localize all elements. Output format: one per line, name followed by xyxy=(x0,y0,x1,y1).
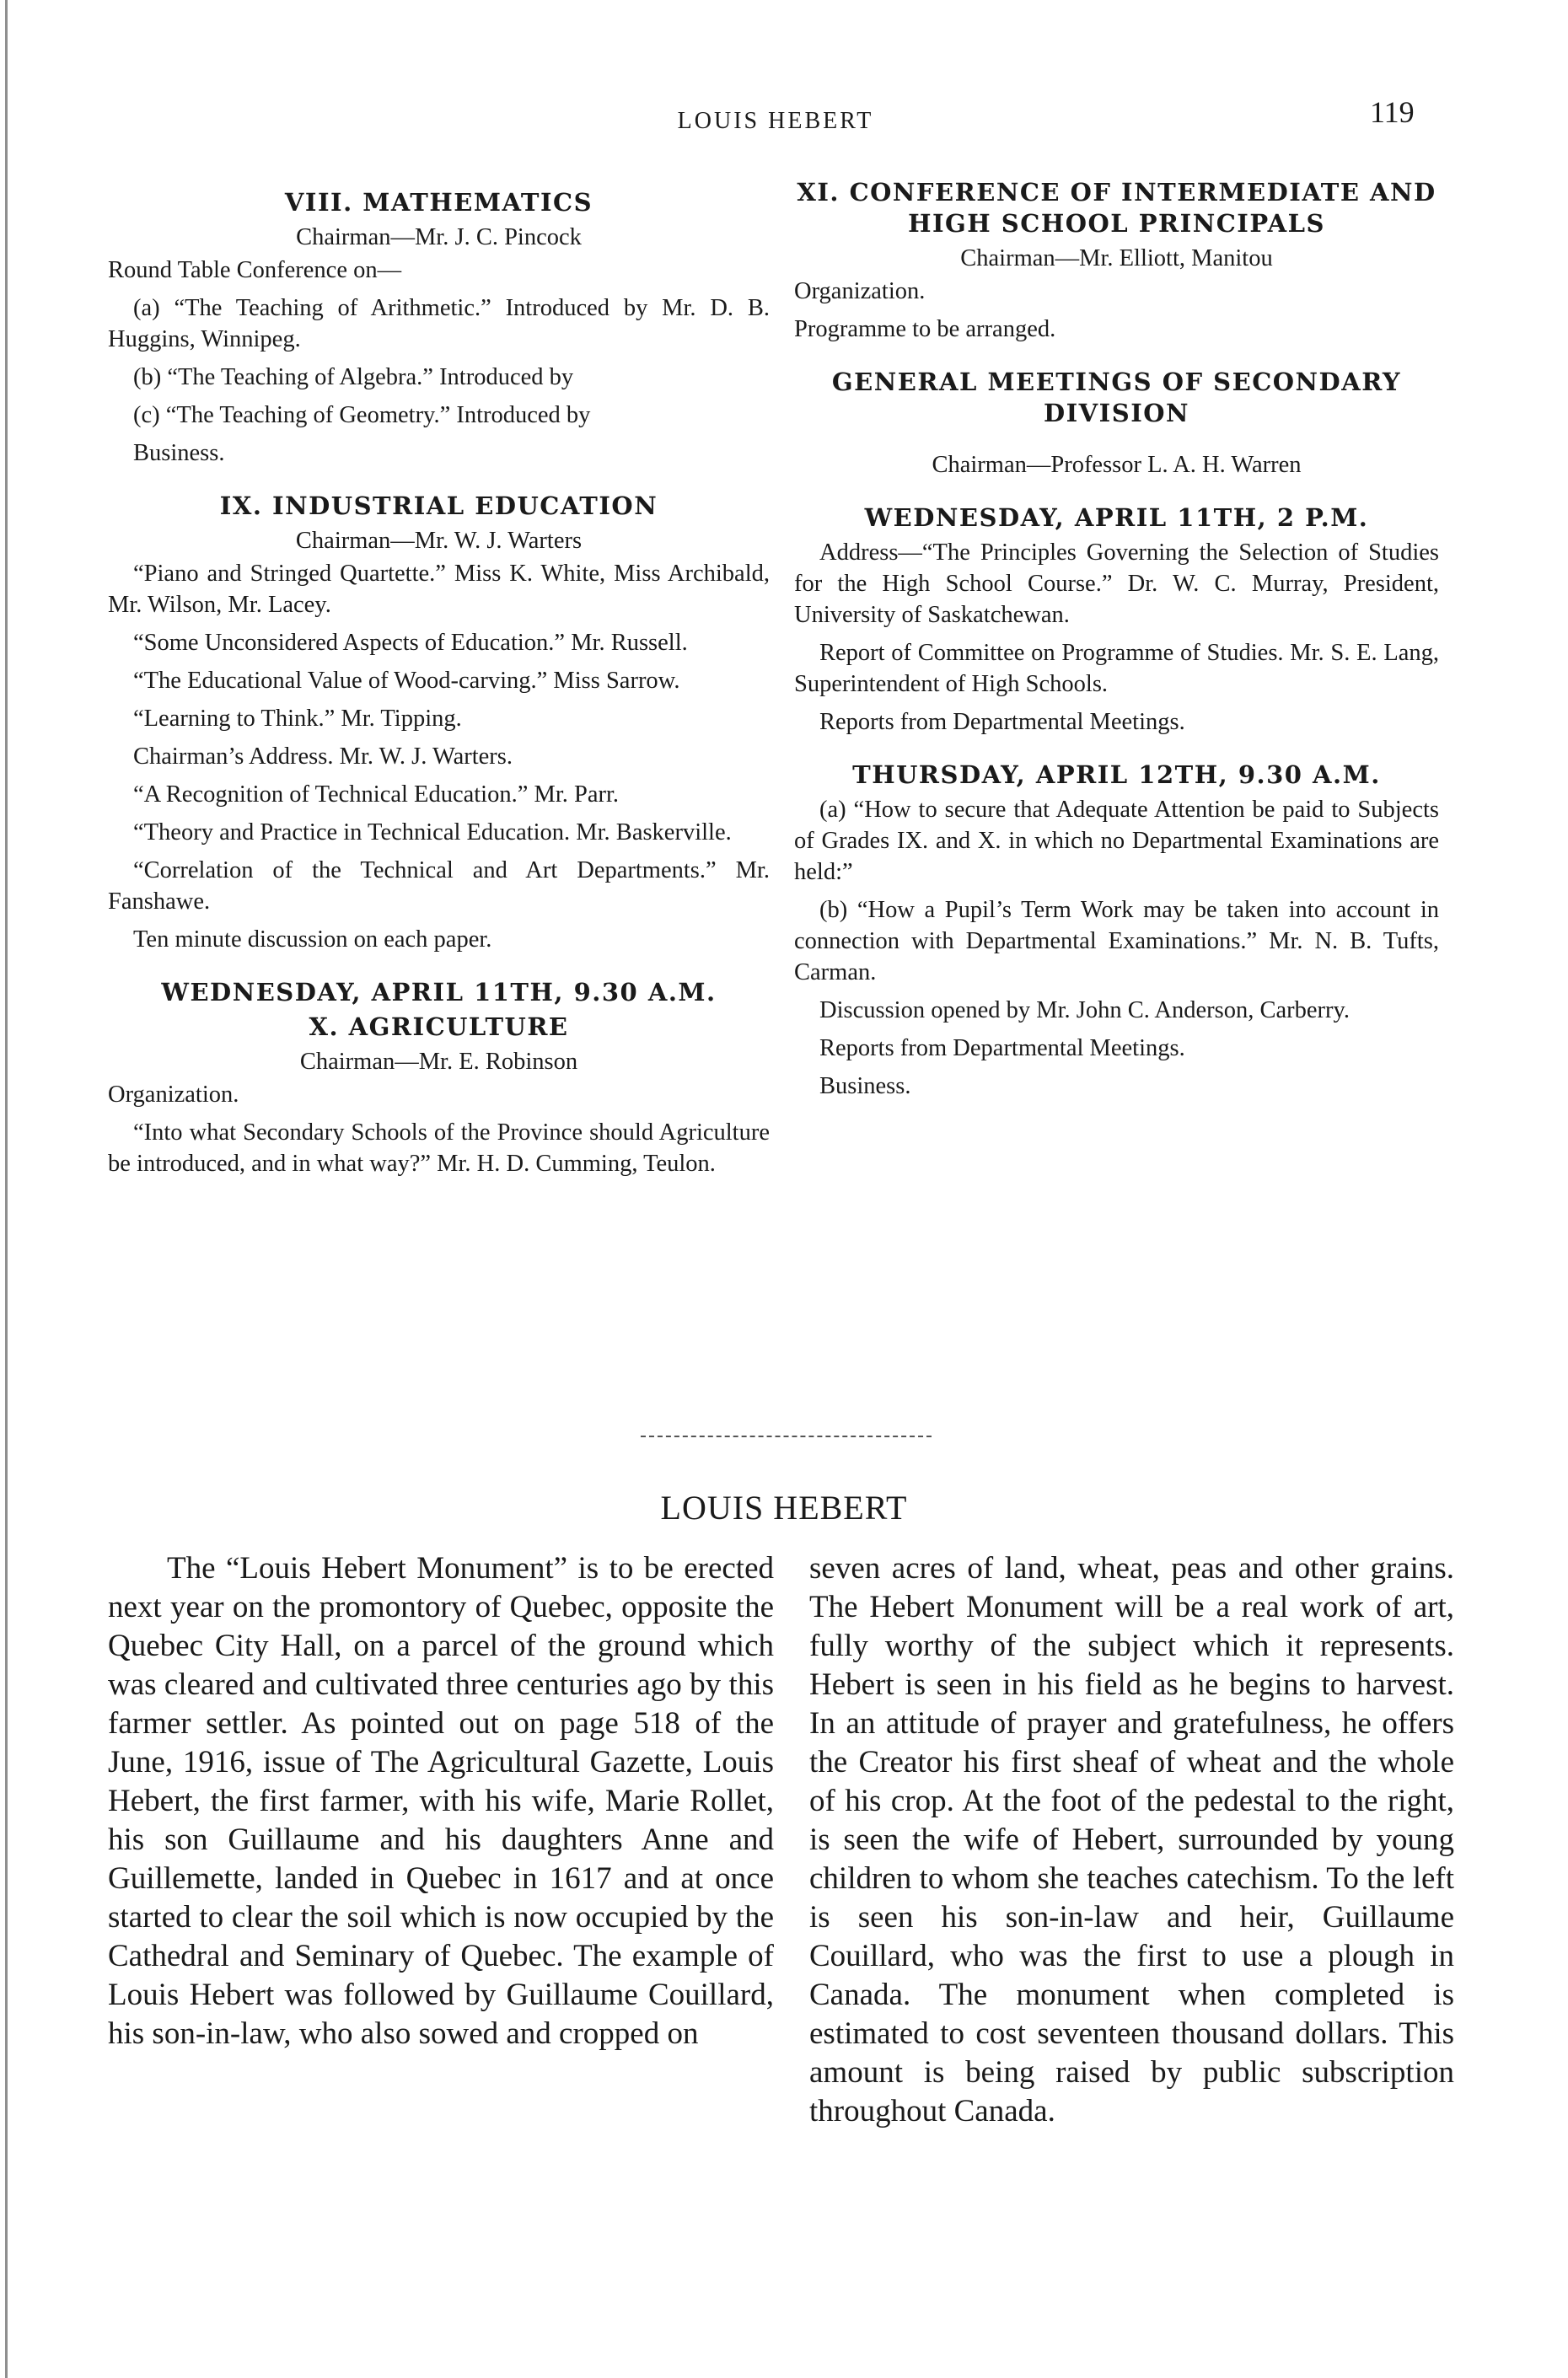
session-heading-thursday: THURSDAY, APRIL 12TH, 9.30 A.M. xyxy=(852,760,1381,789)
program-item: “Some Unconsidered Aspects of Education.” Mr. Russell. xyxy=(133,630,688,656)
program-item: Reports from Departmental Meetings. xyxy=(819,709,1185,735)
program-item: Programme to be arranged. xyxy=(794,316,1056,342)
article-body-left: The “Louis Hebert Monument” is to be erected next year on the promontory of Quebec, opposite the Quebec City Hall, on a parcel of the ground which was cleared and cultivated three centuries ago by this farmer settler. As pointed out on page 518 of the June, 1916, issue of The Agricultural Gazette, Louis Hebert, the first farmer, with his wife, Marie Rollet, his son Guillaume and his daughters Anne and Guillemette, landed in Quebec in 1617 and at once started to clear the soil which is now occupied by the Cathedral and Seminary of Quebec. The example of Louis Hebert was followed by Guillaume Couillard, his son-in-law, who also sowed and cropped on xyxy=(108,1551,774,2051)
chairman-line: Chairman—Mr. W. J. Warters xyxy=(295,528,583,554)
section-heading-agriculture: X. AGRICULTURE xyxy=(309,1012,569,1041)
program-item: “Correlation of the Technical and Art Departments.” Mr. Fanshawe. xyxy=(108,857,770,915)
program-item: Business. xyxy=(133,440,225,466)
program-item: (a) “How to secure that Adequate Attention be paid to Subjects of Grades IX. and X. in which no Departmental Examinations are held:” xyxy=(794,797,1439,885)
program-item: Business. xyxy=(819,1073,911,1099)
page-number: 119 xyxy=(1370,95,1415,129)
program-item: “Into what Secondary Schools of the Province should Agriculture be introduced, and in what way?” Mr. H. D. Cumming, Teulon. xyxy=(108,1119,770,1177)
chairman-line: Chairman—Mr. J. C. Pincock xyxy=(296,224,582,250)
program-item: (c) “The Teaching of Geometry.” Introduced by xyxy=(133,402,591,428)
program-item: Chairman’s Address. Mr. W. J. Warters. xyxy=(133,743,513,770)
program-item: “The Educational Value of Wood-carving.” Miss Sarrow. xyxy=(133,668,680,694)
program-item: Organization. xyxy=(108,1082,239,1108)
section-heading-mathematics: VIII. MATHEMATICS xyxy=(284,188,593,217)
session-heading-wednesday-morning: WEDNESDAY, APRIL 11TH, 9.30 A.M. xyxy=(161,978,717,1006)
program-item: (b) “The Teaching of Algebra.” Introduced by xyxy=(133,364,574,390)
section-heading-industrial-education: IX. INDUSTRIAL EDUCATION xyxy=(219,491,658,520)
chairman-line: Chairman—Professor L. A. H. Warren xyxy=(932,452,1302,478)
section-divider xyxy=(641,1436,932,1437)
section-heading-principals-conference: XI. CONFERENCE OF INTERMEDIATE AND HIGH SCHOOL PRINCIPALS xyxy=(797,178,1436,238)
section-heading-general-meetings: GENERAL MEETINGS OF SECONDARY DIVISION xyxy=(831,368,1402,427)
program-item: “Piano and Stringed Quartette.” Miss K. White, Miss Archibald, Mr. Wilson, Mr. Lacey. xyxy=(108,561,770,618)
program-item: Address—“The Principles Governing the Selection of Studies for the High School Course.” Dr. W. C. Murray, President, University of Saskatchewan. xyxy=(794,539,1439,628)
program-item: Ten minute discussion on each paper. xyxy=(133,926,492,953)
program-item: Organization. xyxy=(794,278,926,304)
program-item: “Theory and Practice in Technical Education. Mr. Baskerville. xyxy=(133,819,732,845)
left-column xyxy=(108,187,770,1186)
program-item: (b) “How a Pupil’s Term Work may be taken into account in connection with Departmental Examinations.” Mr. N. B. Tufts, Carman. xyxy=(794,897,1439,985)
chairman-line: Chairman—Mr. E. Robinson xyxy=(299,1049,578,1075)
binding-edge-line xyxy=(5,0,8,2378)
program-item: Discussion opened by Mr. John C. Anderson, Carberry. xyxy=(819,997,1351,1023)
program-item: (a) “The Teaching of Arithmetic.” Introduced by Mr. D. B. Huggins, Winnipeg. xyxy=(108,295,770,352)
program-item: Reports from Departmental Meetings. xyxy=(819,1035,1185,1061)
article-body-right: seven acres of land, wheat, peas and other grains. The Hebert Monument will be a real work of art, fully worthy of the subject which it represents. Hebert is seen in his field as he begins to harvest. In an attitude of prayer and gratefulness, he offers the Creator his first sheaf of wheat and the whole of his crop. At the foot of the pedestal to the right, is seen the wife of Hebert, surrounded by young children to whom she teaches catechism. To the left is seen his son-in-law and heir, Guillaume Couillard, who was the first to use a plough in Canada. The monument when completed is estimated to cost seventeen thousand dollars. This amount is being raised by public subscription throughout Canada. xyxy=(809,1551,1454,2128)
article-title: LOUIS HEBERT xyxy=(660,1489,908,1527)
program-item: “Learning to Think.” Mr. Tipping. xyxy=(133,706,462,732)
program-item: “A Recognition of Technical Education.” Mr. Parr. xyxy=(133,781,620,808)
running-head: LOUIS HEBERT xyxy=(677,108,874,134)
program-item: Round Table Conference on— xyxy=(108,257,402,283)
chairman-line: Chairman—Mr. Elliott, Manitou xyxy=(960,245,1273,271)
program-item: Report of Committee on Programme of Studies. Mr. S. E. Lang, Superintendent of High Schools. xyxy=(794,640,1439,697)
right-column xyxy=(794,177,1439,1108)
session-heading-wednesday-afternoon: WEDNESDAY, APRIL 11TH, 2 P.M. xyxy=(864,503,1369,532)
